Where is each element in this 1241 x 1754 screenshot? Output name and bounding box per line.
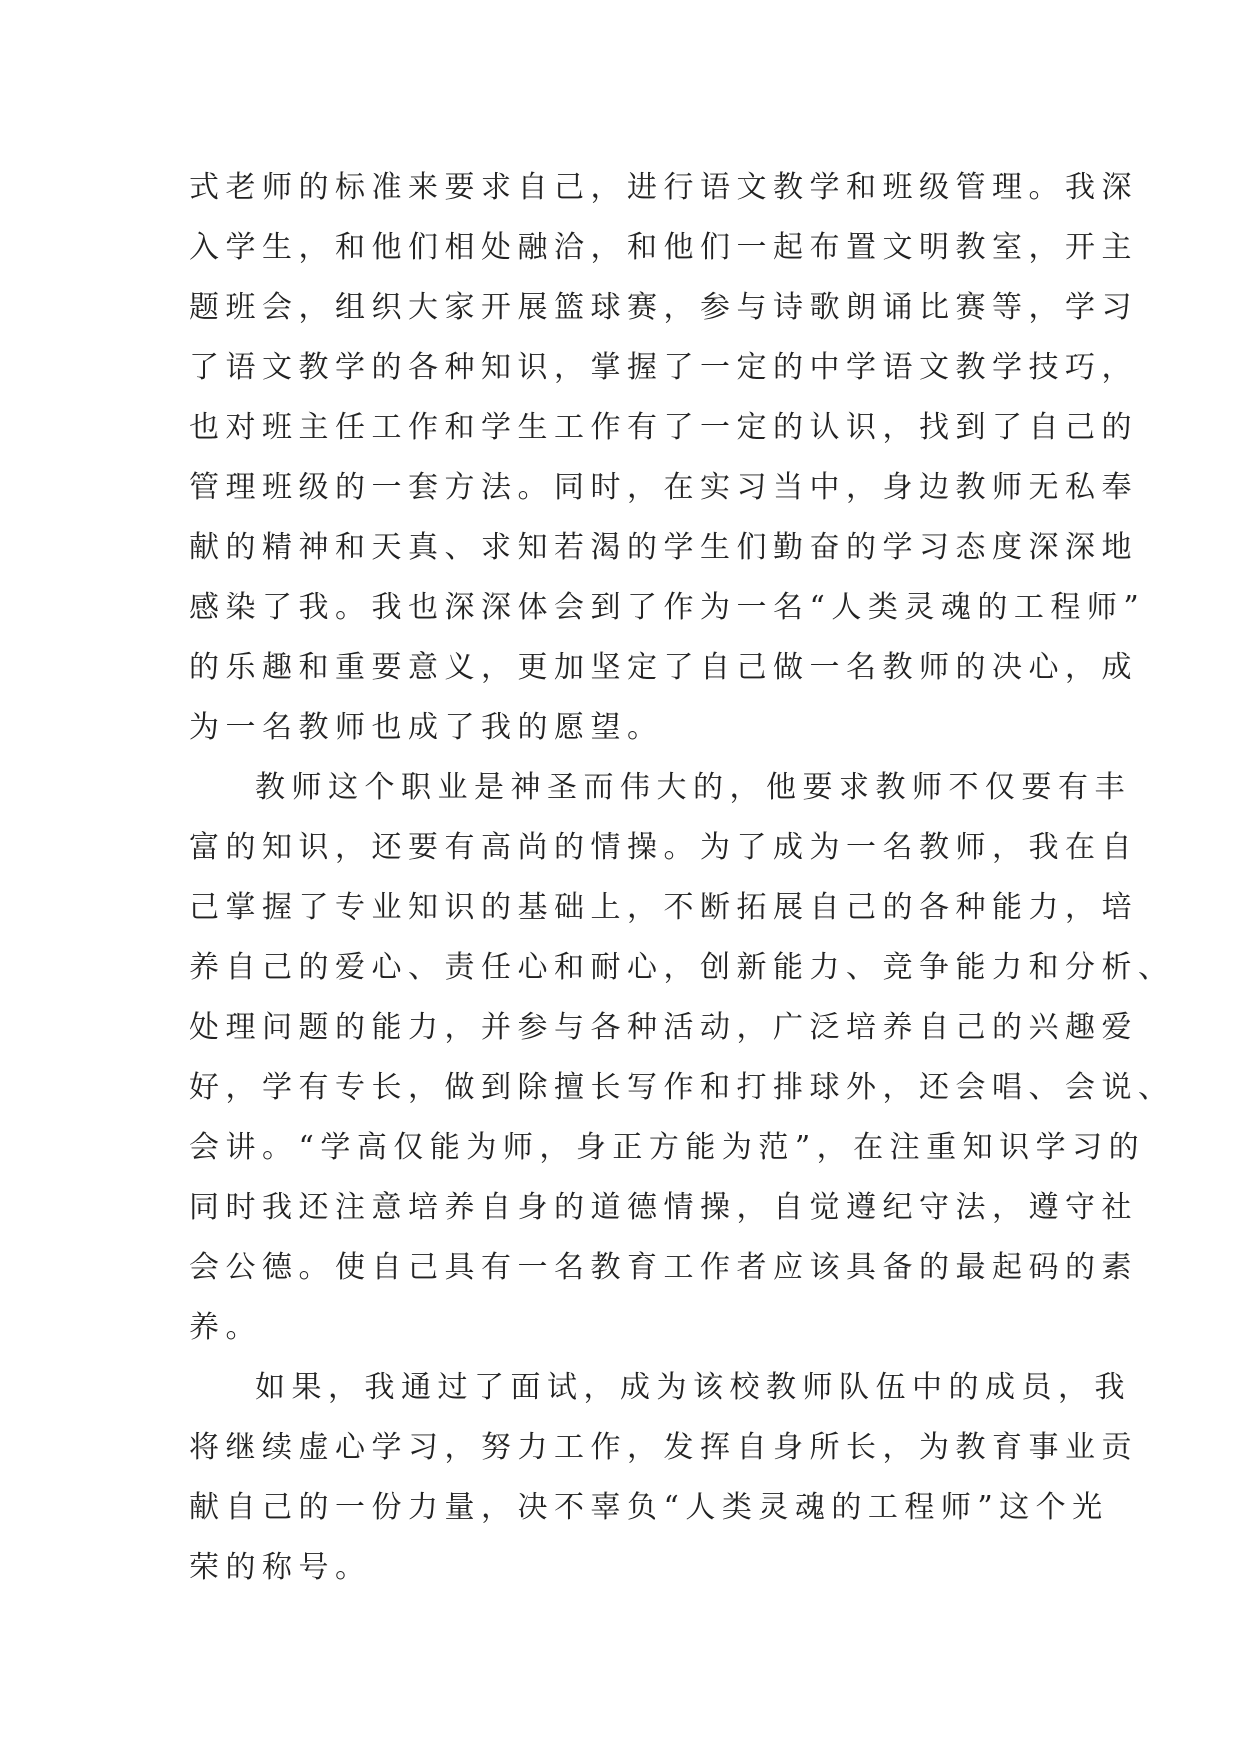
paragraph-3 xyxy=(189,1358,1138,1598)
text-line: 式老师的标准来要求自己，进行语文教学和班级管理。我深 xyxy=(189,170,1138,205)
text-line: 养。 xyxy=(189,1310,262,1345)
text-line: 将继续虚心学习，努力工作，发挥自身所长，为教育事业贡 xyxy=(189,1430,1138,1465)
text-line: 感染了我。我也深深体会到了作为一名“人类灵魂的工程师” xyxy=(189,590,1146,625)
text-line: 也对班主任工作和学生工作有了一定的认识，找到了自己的 xyxy=(189,410,1138,445)
text-line: 的乐趣和重要意义，更加坚定了自己做一名教师的决心，成 xyxy=(189,650,1138,685)
text-line: 献的精神和天真、求知若渴的学生们勤奋的学习态度深深地 xyxy=(189,530,1138,565)
text-line: 献自己的一份力量，决不辜负“人类灵魂的工程师”这个光 xyxy=(189,1490,1109,1525)
text-line: 管理班级的一套方法。同时，在实习当中，身边教师无私奉 xyxy=(189,470,1138,505)
text-line: 题班会，组织大家开展篮球赛，参与诗歌朗诵比赛等，学习 xyxy=(189,290,1138,325)
text-line: 如果，我通过了面试，成为该校教师队伍中的成员，我 xyxy=(255,1370,1131,1405)
text-line: 了语文教学的各种知识，掌握了一定的中学语文教学技巧， xyxy=(189,350,1138,385)
text-line: 己掌握了专业知识的基础上，不断拓展自己的各种能力，培 xyxy=(189,890,1138,925)
text-line: 富的知识，还要有高尚的情操。为了成为一名教师，我在自 xyxy=(189,830,1138,865)
text-line: 处理问题的能力，并参与各种活动，广泛培养自己的兴趣爱 xyxy=(189,1010,1138,1045)
paragraph-2 xyxy=(189,758,1175,1358)
paragraph-1 xyxy=(189,158,1146,758)
body-text xyxy=(189,158,1175,1598)
text-line: 会公德。使自己具有一名教育工作者应该具备的最起码的素 xyxy=(189,1250,1138,1285)
text-line: 会讲。“学高仅能为师，身正方能为范”，在注重知识学习的 xyxy=(189,1130,1146,1165)
text-line: 为一名教师也成了我的愿望。 xyxy=(189,710,664,745)
text-line: 养自己的爱心、责任心和耐心，创新能力、竞争能力和分析、 xyxy=(189,950,1175,985)
text-line: 教师这个职业是神圣而伟大的，他要求教师不仅要有丰 xyxy=(255,770,1131,805)
text-line: 好，学有专长，做到除擅长写作和打排球外，还会唱、会说、 xyxy=(189,1070,1175,1105)
text-line: 入学生，和他们相处融洽，和他们一起布置文明教室，开主 xyxy=(189,230,1138,265)
text-line: 同时我还注意培养自身的道德情操，自觉遵纪守法，遵守社 xyxy=(189,1190,1138,1225)
text-line: 荣的称号。 xyxy=(189,1550,372,1585)
